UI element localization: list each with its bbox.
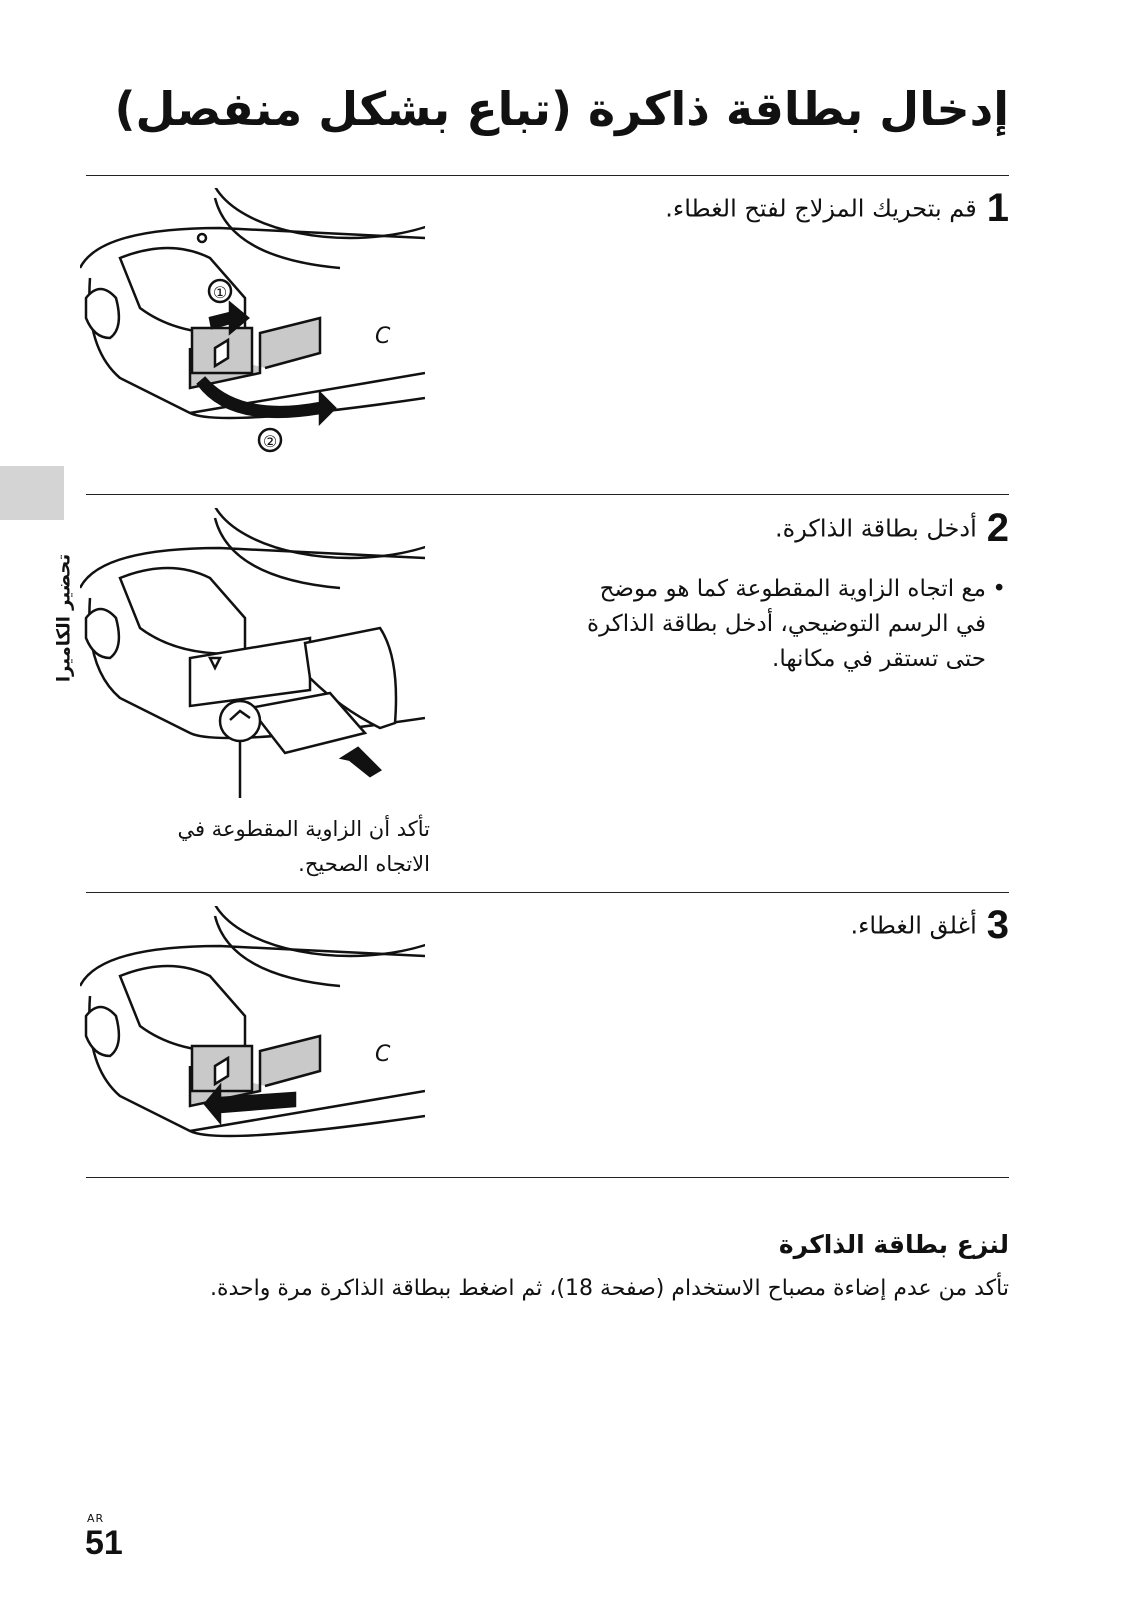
divider-top (86, 175, 1009, 176)
divider-note (86, 1177, 1009, 1178)
step-text: أدخل بطاقة الذاكرة. (774, 514, 977, 543)
divider-step3 (86, 892, 1009, 893)
step-number: 3 (986, 903, 1009, 947)
figure-insert-card (80, 508, 425, 798)
section-tab (0, 466, 64, 520)
note-heading: لنزع بطاقة الذاكرة (778, 1230, 1009, 1259)
step-2-bullet (586, 572, 1006, 677)
divider-step2 (86, 494, 1009, 495)
lens-barrel (210, 188, 425, 238)
step-3 (850, 903, 1009, 948)
lens-barrel (210, 906, 425, 956)
bullet-text: مع اتجاه الزاوية المقطوعة كما هو موضح في الرسم التوضيحي، أدخل بطاقة الذاكرة حتى تستقر في مكانها. (587, 576, 986, 672)
step-number: 2 (986, 506, 1009, 550)
strap-lug (86, 609, 119, 658)
step-text: قم بتحريك المزلاج لفتح الغطاء. (665, 194, 977, 223)
lens-barrel (210, 508, 425, 558)
arrow-insert-icon (342, 748, 380, 776)
figure-open-cover (80, 188, 425, 464)
callout-1: ① (212, 283, 228, 302)
step-text: أغلق الغطاء. (850, 911, 977, 940)
section-label: تحضير الكاميرا (53, 553, 75, 683)
battery-cover (120, 568, 245, 654)
figure-close-cover (80, 906, 425, 1140)
page-number: 51 (85, 1524, 123, 1562)
svg-text:C: C (375, 1042, 391, 1067)
strap-lug (86, 289, 119, 338)
page-title: إدخال بطاقة ذاكرة (تباع بشكل منفصل) (114, 82, 1009, 136)
svg-text:C: C (375, 324, 391, 349)
bullet-icon: • (992, 576, 1006, 602)
strap-lug (86, 1007, 119, 1056)
figure-caption: تأكد أن الزاوية المقطوعة في الاتجاه الصحيح. (177, 817, 430, 876)
step-number: 1 (986, 186, 1009, 230)
language-code: AR (87, 1512, 105, 1525)
corner-highlight (220, 701, 260, 741)
step-1 (665, 186, 1009, 231)
step-2 (775, 506, 1009, 551)
callout-2: ② (262, 432, 278, 451)
note-body: تأكد من عدم إضاءة مصباح الاستخدام (صفحة 18)، ثم اضغط ببطاقة الذاكرة مرة واحدة. (209, 1276, 1009, 1301)
battery-cover (120, 966, 245, 1052)
